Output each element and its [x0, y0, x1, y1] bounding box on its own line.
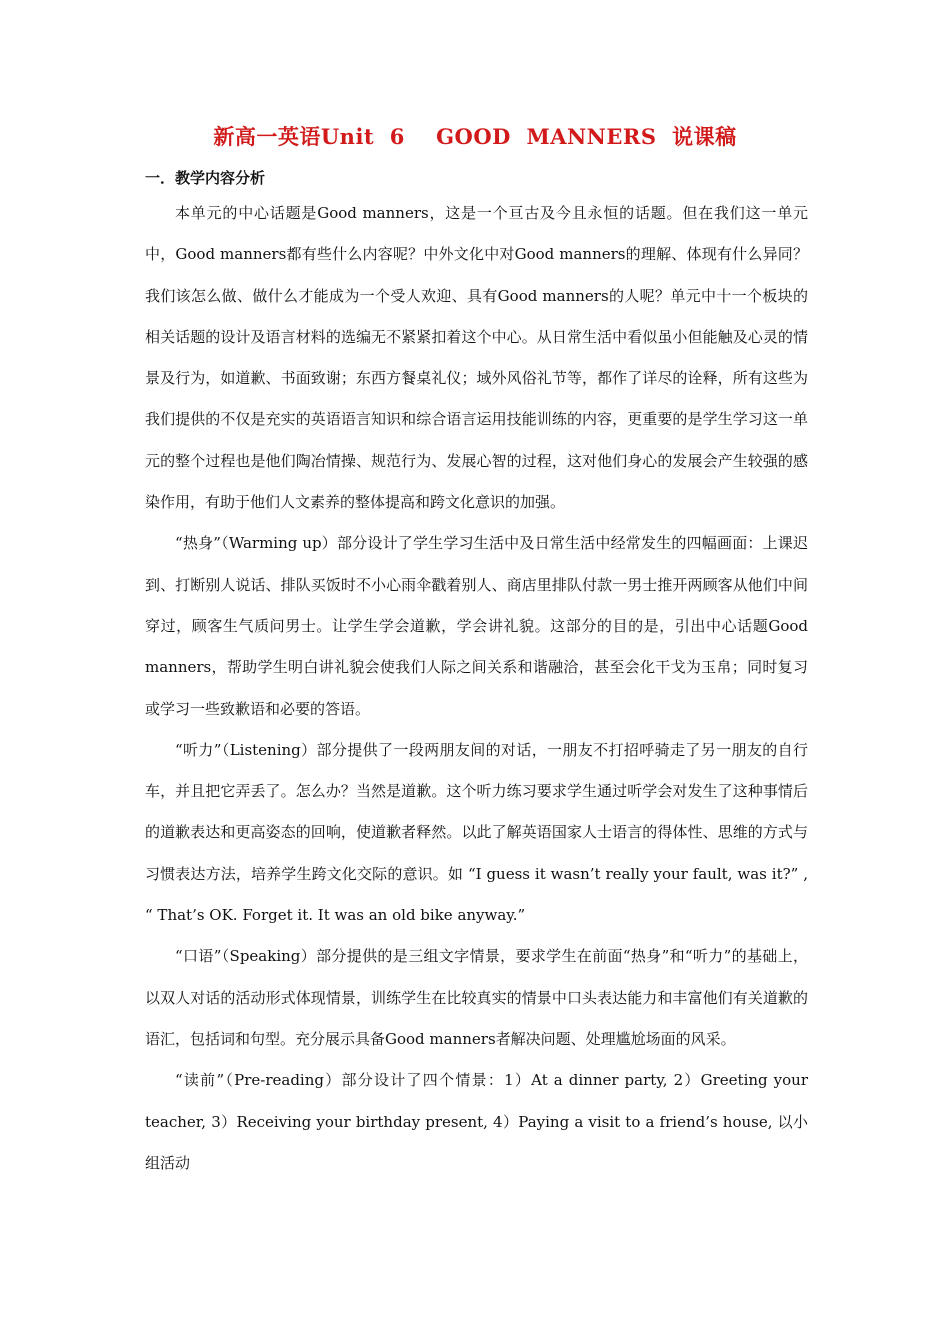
paragraph-intro: 本单元的中心话题是Good manners，这是一个亘古及今且永恒的话题。但在我们这一单元中，Good manners都有些什么内容呢？中外文化中对Good manners的理解、体现有什么异同？我们该怎么做、做什么才能成为一个受人欢迎、具有Good manners的人呢？单元中十一个板块的相关话题的设计及语言材料的选编无不紧紧扣着这个中心。从日常生活中看似虽小但能触及心灵的情景及行为，如道歉、书面致谢；东西方餐桌礼仪；域外风俗礼节等，都作了详尽的诠释，所有这些为我们提供的不仅是充实的英语语言知识和综合语言运用技能训练的内容，更重要的是学生学习这一单元的整个过程也是他们陶冶情操、规范行为、发展心智的过程，这对他们身心的发展会产生较强的感染作用，有助于他们人文素养的整体提高和跨文化意识的加强。 [145, 204, 808, 512]
paragraph-speaking: “口语”（Speaking）部分提供的是三组文字情景，要求学生在前面“热身”和“听力”的基础上，以双人对话的活动形式体现情景，训练学生在比较真实的情景中口头表达能力和丰富他们有关道歉的语汇，包括词和句型。充分展示具备Good manners者解决问题、处理尴尬场面的风采。 [145, 947, 808, 1048]
section-heading: 一．教学内容分析 [145, 169, 266, 187]
paragraph-pre-reading: “读前”（Pre-reading）部分设计了四个情景：1）At a dinner party, 2）Greeting your teacher, 3）Receiving your birthday present, 4）Paying a visit to a friend’s house, 以小组活动 [145, 1071, 808, 1172]
paragraph-warming-up: “热身”（Warming up）部分设计了学生学习生活中及日常生活中经常发生的四幅画面：上课迟到、打断别人说话、排队买饭时不小心雨伞戳着别人、商店里排队付款一男士推开两顾客从他们中间穿过，顾客生气质问男士。让学生学会道歉，学会讲礼貌。这部分的目的是，引出中心话题Good manners，帮助学生明白讲礼貌会使我们人际之间关系和谐融洽，甚至会化干戈为玉帛；同时复习或学习一些致歉语和必要的答语。 [145, 534, 808, 718]
document-body [145, 193, 808, 1184]
paragraph-listening: “听力”（Listening）部分提供了一段两朋友间的对话，一朋友不打招呼骑走了另一朋友的自行车，并且把它弄丢了。怎么办？当然是道歉。这个听力练习要求学生通过听学会对发生了这种事情后的道歉表达和更高姿态的回响，使道歉者释然。以此了解英语国家人士语言的得体性、思维的方式与习惯表达方法，培养学生跨文化交际的意识。如 “I guess it wasn’t really your fault, was it?” , “ That’s OK. Forget it. It was an old bike anyway.” [145, 740, 808, 925]
document-title: 新高一英语Unit 6 GOOD MANNERS 说课稿 [213, 124, 737, 149]
